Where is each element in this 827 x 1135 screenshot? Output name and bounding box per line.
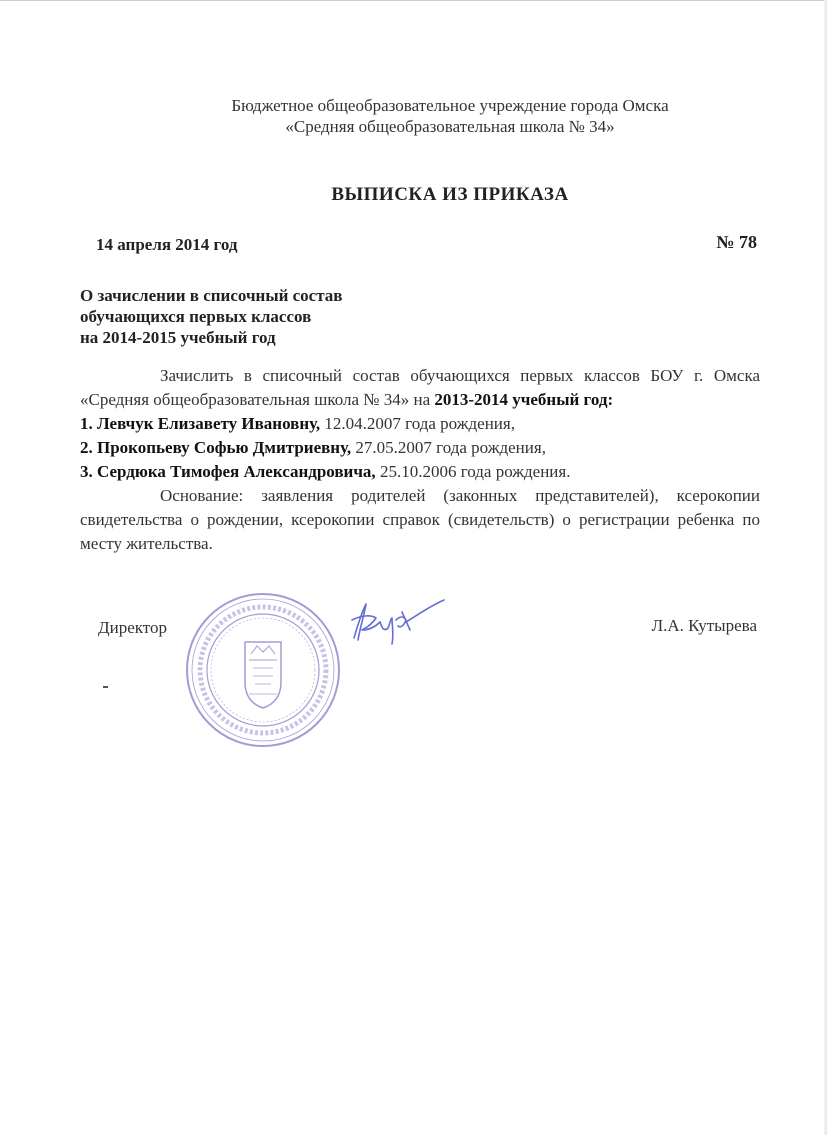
order-number: № 78 (716, 232, 757, 252)
order-date: 14 апреля 2014 год (96, 235, 238, 254)
order-subject (80, 285, 342, 348)
student-item (80, 436, 760, 460)
student-birth: 27.05.2007 года рождения, (351, 438, 546, 457)
student-birth: 25.10.2006 года рождения. (375, 462, 571, 481)
scan-edge-top (0, 0, 827, 1)
academic-year: 2013-2014 учебный год: (434, 390, 614, 409)
scan-speck (103, 686, 108, 688)
director-name: Л.А. Кутырева (651, 616, 757, 635)
student-name: 3. Сердюка Тимофея Александровича, (80, 462, 376, 481)
student-item (80, 412, 760, 436)
student-name: 1. Левчук Елизавету Ивановну, (80, 414, 321, 433)
basis-paragraph: Основание: заявления родителей (законных представителей), ксерокопии свидетельства о рождении, ксерокопии справок (свидетельств) о регистрации ребенка по месту жительства. (80, 486, 760, 553)
document-title: ВЫПИСКА ИЗ ПРИКАЗА (331, 184, 569, 205)
school-name: «Средняя общеобразовательная школа № 34» (285, 117, 615, 136)
subject-line-1: О зачислении в списочный состав (80, 286, 343, 305)
director-signature (340, 594, 450, 654)
student-birth: 12.04.2007 года рождения, (320, 414, 515, 433)
order-body (80, 364, 760, 556)
enrollment-paragraph (80, 364, 760, 412)
student-name: 2. Прокопьеву Софью Дмитриевну, (80, 438, 352, 457)
enrollment-text: Зачислить в списочный состав обучающихся первых классов БОУ г. Омска «Средняя общеобразовательная школа № 34» на (80, 366, 760, 409)
organization-name: Бюджетное общеобразовательное учреждение города Омска (231, 96, 669, 115)
student-item (80, 460, 760, 484)
school-seal-stamp (183, 590, 343, 750)
subject-line-3: на 2014-2015 учебный год (80, 328, 276, 347)
organization-header (100, 95, 800, 137)
director-label: Директор (98, 618, 167, 637)
subject-line-2: обучающихся первых классов (80, 307, 312, 326)
